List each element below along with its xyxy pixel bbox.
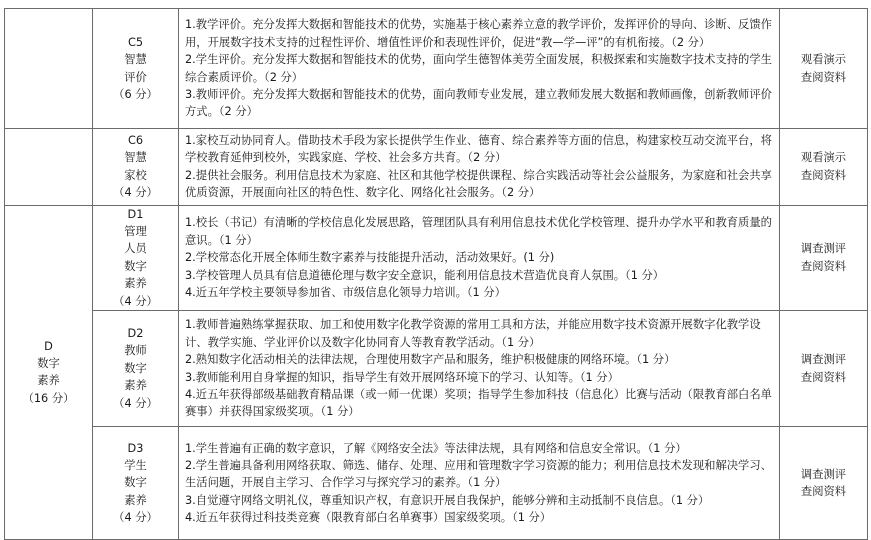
method-cell-c5 (780, 9, 868, 129)
sub-score: （4 分） (113, 511, 158, 525)
sub-score: （4 分） (113, 396, 158, 410)
method-line: 调查测评 (800, 242, 847, 256)
criterion-item: 2.学生评价。充分发挥大数据和智能技术的优势，面向学生德智体美劳全面发展，积极探索和实施数字技术支持的学生综合素质评价。（2 分） (185, 53, 772, 84)
sub-name-line: 素养 (124, 493, 147, 507)
method-cell-c6 (780, 129, 868, 206)
criterion-item: 3.自觉遵守网络文明礼仪，尊重知识产权，有意识开展自我保护，能够分辨和主动抵制不良信息。（1 分） (185, 493, 710, 507)
sub-name-line: 数字 (124, 361, 147, 375)
sub-name-line: 智慧 (124, 151, 147, 165)
method-line: 查阅资料 (800, 70, 847, 84)
criterion-item: 2.熟知数字化活动相关的法律法规，合理使用数字产品和服务，维护积极健康的网络环境。（1 分） (185, 353, 676, 367)
table-row-d1 (5, 205, 868, 310)
method-line: 调查测评 (800, 467, 847, 481)
criterion-item: 4.近五年获得部级基础教育精品课（或一师一优课）奖项；指导学生参加科技（信息化）比赛与活动（限教育部白名单赛事）并获得国家级奖项。（1 分） (185, 387, 772, 419)
subcategory-cell-d3 (93, 427, 179, 540)
table-row-c5 (5, 9, 868, 129)
criterion-item: 1.家校互动协同育人。借助技术手段为家长提供学生作业、德育、综合素养等方面的信息，构建家校互动交流平台，将学校教育延伸到校外，实践家庭、学校、社会多方共育。（2 分） (185, 134, 772, 165)
category-cell-d (5, 205, 93, 539)
method-line: 观看演示 (800, 151, 847, 165)
content-cell-d3 (179, 427, 780, 540)
category-cell-c (5, 9, 93, 129)
criterion-item: 2.学生普遍具备利用网络获取、筛选、储存、处理、应用和管理数字学习资源的能力；利用信息技术发现和解决学习、生活问题，开展自主学习、合作学习与探究学习的素养。（1 分） (185, 458, 772, 490)
criterion-item: 3.教师评价。充分发挥大数据和智能技术的优势，面向教师专业发展，建立教师发展大数据和教师画像，创新教师评价方式。（2 分） (185, 87, 772, 119)
sub-name-line: 学生 (124, 458, 147, 472)
sub-name-line: 数字 (124, 476, 147, 490)
method-line: 查阅资料 (800, 485, 847, 499)
sub-name-line: 家校 (124, 168, 147, 182)
sub-name-line: 评价 (124, 70, 147, 84)
sub-code: C5 (127, 35, 144, 49)
subcategory-cell-c5 (93, 9, 179, 129)
table-row-c6 (5, 129, 868, 206)
sub-name-line: 数字 (124, 259, 147, 273)
category-name-line: 素养 (37, 374, 60, 388)
method-cell-d3 (780, 427, 868, 540)
criterion-item: 2.学校常态化开展全体师生数字素养与技能提升活动，活动效果好。(1 分) (185, 251, 555, 265)
subcategory-cell-d1 (93, 205, 179, 310)
sub-name-line: 教师 (124, 344, 147, 358)
method-line: 查阅资料 (800, 259, 847, 273)
criterion-item: 3.教师能利用自身掌握的知识，指导学生有效开展网络环境下的学习、认知等。（1 分） (185, 370, 619, 384)
sub-code: D3 (127, 441, 144, 455)
sub-code: D2 (127, 327, 144, 341)
sub-code: C6 (127, 134, 144, 147)
subcategory-cell-d2 (93, 311, 179, 427)
criterion-item: 4.近五年获得过科技类竞赛（限教育部白名单赛事）国家级奖项。（1 分） (185, 511, 552, 525)
sub-name-line: 人员 (124, 242, 147, 256)
method-line: 查阅资料 (800, 168, 847, 182)
sub-code: D1 (127, 207, 144, 221)
method-cell-d1 (780, 205, 868, 310)
criterion-item: 1.校长（书记）有清晰的学校信息化发展思路，管理团队具有利用信息技术优化学校管理、提升办学水平和教育质量的意识。（1 分） (185, 216, 772, 247)
category-name-line: 数字 (37, 356, 60, 370)
content-cell-d1 (179, 205, 780, 310)
sub-name-line: 素养 (124, 277, 147, 291)
criterion-item: 1.学生普遍有正确的数字意识，了解《网络安全法》等法律法规，具有网络和信息安全常识。（1 分） (185, 441, 687, 455)
sub-name-line: 素养 (124, 379, 147, 393)
content-cell-c5 (179, 9, 780, 129)
criterion-item: 4.近五年学校主要领导参加省、市级信息化领导力培训。（1 分） (185, 285, 506, 299)
sub-score: （4 分） (113, 186, 158, 200)
criterion-item: 1.教学评价。充分发挥大数据和智能技术的优势，实施基于核心素养立意的教学评价，发挥评价的导向、诊断、反馈作用，开展数字技术支持的过程性评价、增值性评价和表现性评价，促进“教—学—评”的有机衔接。（2 分） (185, 18, 772, 49)
criterion-item: 2.提供社会服务。利用信息技术为家庭、社区和其他学校提供课程、综合实践活动等社会公益服务，为家庭和社会共享优质资源，开展面向社区的特色性、数字化、网络化社会服务。（2 分） (185, 168, 772, 200)
criterion-item: 3.学校管理人员具有信息道德伦理与数字安全意识，能利用信息技术营造优良育人氛围。（1 分） (185, 268, 665, 282)
method-cell-d2 (780, 311, 868, 427)
content-cell-c6 (179, 129, 780, 206)
criterion-item: 1.教师普遍熟练掌握获取、加工和使用数字化教学资源的常用工具和方法，并能应用数字技术资源开展数字化教学设计、教学实施、学业评价以及数字化协同育人等教育教学活动。（1 分） (185, 318, 761, 349)
category-score: （16 分） (22, 391, 75, 405)
content-cell-d2 (179, 311, 780, 427)
subcategory-cell-c6 (93, 129, 179, 206)
category-cell-c (5, 129, 93, 206)
category-code: D (44, 339, 53, 353)
evaluation-table (4, 8, 868, 540)
sub-name-line: 智慧 (124, 53, 147, 67)
method-line: 观看演示 (800, 53, 847, 67)
sub-name-line: 管理 (124, 225, 147, 239)
method-line: 查阅资料 (800, 370, 847, 384)
table-row-d3 (5, 427, 868, 540)
table-row-d2 (5, 311, 868, 427)
sub-score: （6 分） (113, 87, 158, 101)
sub-score: （4 分） (113, 294, 158, 308)
method-line: 调查测评 (800, 353, 847, 367)
